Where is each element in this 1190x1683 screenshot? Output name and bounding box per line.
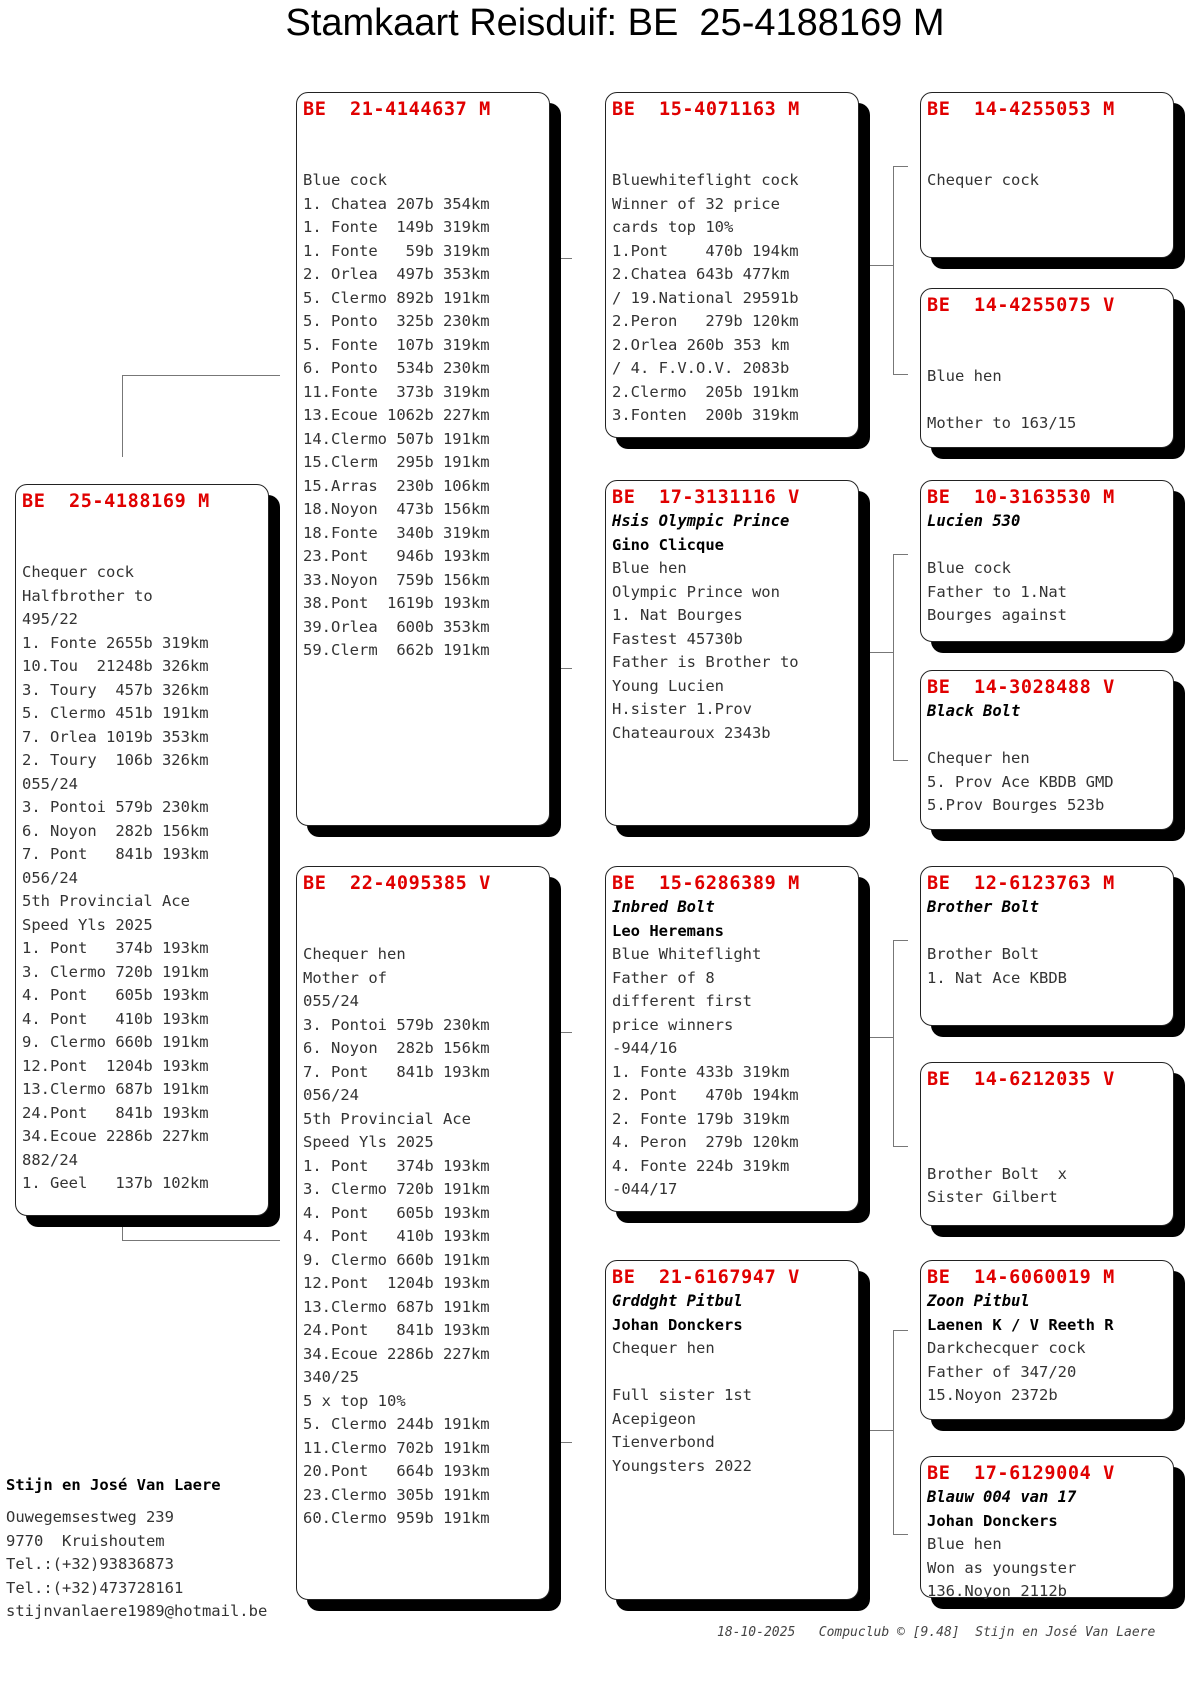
card-line: Blue cock: [927, 559, 1011, 577]
card-line: 5. Clermo 451b 191km: [22, 704, 209, 722]
ring-number: BE 14-4255075 V: [927, 295, 1115, 316]
card-line: 5. Prov Ace KBDB GMD: [927, 772, 1114, 791]
card-lines: [303, 943, 549, 1531]
card-line: 13.Clermo 687b 191km: [303, 1297, 490, 1316]
card-line: Won as youngster: [927, 1558, 1077, 1577]
card-line: 6. Noyon 282b 156km: [22, 821, 209, 840]
pigeon-card-ddd[interactable]: [920, 1456, 1174, 1598]
card-line: 20.Pont 664b 193km: [303, 1462, 490, 1480]
card-line: 9. Clermo 660b 191km: [22, 1033, 209, 1051]
card-line: H.sister 1.Prov: [612, 700, 752, 718]
pigeon-card-dam[interactable]: [296, 866, 550, 1600]
card-line: 1. Chatea 207b 354km: [303, 194, 490, 213]
card-line: 055/24: [303, 992, 359, 1010]
card-line: 11.Fonte 373b 319km: [303, 382, 490, 401]
card-line: 3. Pontoi 579b 230km: [22, 798, 209, 816]
card-line: 3. Clermo 720b 191km: [22, 962, 209, 981]
card-line: 1. Fonte 149b 319km: [303, 218, 490, 236]
card-line: 1. Fonte 59b 319km: [303, 241, 490, 260]
card-line: Chateauroux 2343b: [612, 723, 771, 742]
pigeon-card-dsd[interactable]: [920, 1062, 1174, 1226]
pigeon-card-dss[interactable]: [920, 866, 1174, 1026]
card-line: 882/24: [22, 1150, 78, 1169]
card-line: 2. Orlea 497b 353km: [303, 265, 490, 283]
ring-number: BE 10-3163530 M: [927, 487, 1115, 508]
ring-number: BE 14-3028488 V: [927, 677, 1115, 698]
connector: [122, 375, 280, 376]
pigeon-card-ss[interactable]: [605, 92, 859, 438]
card-line: 3. Clermo 720b 191km: [303, 1180, 490, 1198]
card-line: Acepigeon: [612, 1409, 696, 1428]
ring-number: BE 25-4188169 M: [22, 491, 210, 512]
card-lines: [612, 557, 858, 745]
card-line: 24.Pont 841b 193km: [303, 1321, 490, 1339]
connector: [557, 1442, 572, 1443]
card-line: 4. Pont 605b 193km: [303, 1203, 490, 1222]
connector: [866, 1037, 893, 1038]
card-line: 5.Prov Bourges 523b: [927, 796, 1105, 814]
card-line: 3. Toury 457b 326km: [22, 680, 209, 699]
connector: [893, 166, 908, 167]
owner-address: Ouwegemsestweg 239: [6, 1508, 174, 1526]
card-line: price winners: [612, 1015, 734, 1034]
pigeon-card-ds[interactable]: [605, 866, 859, 1212]
card-lines: [927, 747, 1173, 818]
card-line: 15.Noyon 2372b: [927, 1386, 1058, 1404]
owner-email[interactable]: stijnvanlaere1989@hotmail.be: [6, 1602, 268, 1620]
card-line: 1. Geel 137b 102km: [22, 1174, 209, 1192]
card-line: Brother Bolt x: [927, 1164, 1067, 1183]
connector: [893, 554, 908, 555]
card-line: 38.Pont 1619b 193km: [303, 594, 490, 612]
ring-number: BE 12-6123763 M: [927, 873, 1115, 894]
card-line: 1.Pont 470b 194km: [612, 241, 799, 260]
card-line: 59.Clerm 662b 191km: [303, 641, 490, 659]
card-line: 7. Pont 841b 193km: [22, 845, 209, 863]
card-lines: [22, 561, 268, 1196]
card-line: Darkchecquer cock: [927, 1339, 1086, 1357]
connector: [866, 1430, 893, 1431]
card-line: 1. Pont 374b 193km: [22, 939, 209, 957]
card-line: Father to 1.Nat: [927, 582, 1067, 601]
pigeon-name: Black Bolt: [927, 702, 1021, 720]
pigeon-card-dds[interactable]: [920, 1260, 1174, 1420]
card-line: 2.Peron 279b 120km: [612, 312, 799, 330]
pigeon-card-sire[interactable]: [296, 92, 550, 826]
card-line: 6. Ponto 534b 230km: [303, 359, 490, 377]
card-line: Chequer hen: [612, 1339, 715, 1357]
card-line: 5th Provincial Ace: [22, 892, 190, 910]
card-line: Fastest 45730b: [612, 629, 743, 648]
pigeon-name: Lucien 530: [927, 512, 1021, 530]
connector: [122, 375, 123, 457]
card-lines: [927, 365, 1173, 436]
card-line: Chequer hen: [927, 749, 1030, 767]
owner-name: Stijn en José Van Laere: [6, 1476, 221, 1494]
card-line: Speed Yls 2025: [22, 915, 153, 934]
card-line: 13.Clermo 687b 191km: [22, 1080, 209, 1098]
card-line: 2. Toury 106b 326km: [22, 751, 209, 769]
card-line: 39.Orlea 600b 353km: [303, 617, 490, 636]
card-line: cards top 10%: [612, 218, 734, 236]
card-lines: [303, 169, 549, 663]
ring-number: BE 17-3131116 V: [612, 487, 800, 508]
connector: [557, 258, 558, 668]
card-line: Mother to 163/15: [927, 414, 1077, 432]
connector: [557, 1032, 558, 1442]
card-line: 2.Chatea 643b 477km: [612, 265, 790, 283]
connector: [893, 1534, 908, 1535]
connector: [893, 374, 908, 375]
connector: [893, 940, 908, 941]
card-line: 60.Clermo 959b 191km: [303, 1509, 490, 1527]
card-line: Sister Gilbert: [927, 1188, 1058, 1206]
card-line: Blue Whiteflight: [612, 945, 762, 963]
card-line: Winner of 32 price: [612, 194, 780, 213]
connector: [893, 1330, 908, 1331]
card-lines: [612, 169, 858, 428]
card-line: 340/25: [303, 1368, 359, 1386]
card-line: 2.Clermo 205b 191km: [612, 382, 799, 401]
connector: [557, 668, 572, 669]
card-line: Blue hen: [612, 559, 687, 577]
card-line: 136.Noyon 2112b: [927, 1582, 1067, 1600]
card-line: 2.Orlea 260b 353 km: [612, 335, 790, 354]
card-line: Chequer hen: [303, 945, 406, 963]
card-line: 34.Ecoue 2286b 227km: [303, 1344, 490, 1363]
card-line: Father of 8: [612, 968, 715, 987]
card-line: Youngsters 2022: [612, 1456, 752, 1475]
card-lines: [927, 557, 1173, 628]
card-line: 5. Clermo 892b 191km: [303, 288, 490, 307]
card-line: 34.Ecoue 2286b 227km: [22, 1127, 209, 1145]
card-line: 23.Pont 946b 193km: [303, 547, 490, 565]
card-line: 5 x top 10%: [303, 1391, 406, 1410]
card-line: 18.Noyon 473b 156km: [303, 500, 490, 518]
card-line: 4. Pont 605b 193km: [22, 986, 209, 1004]
pigeon-name: Grddght Pitbul: [612, 1292, 743, 1310]
ring-number: BE 21-6167947 V: [612, 1267, 800, 1288]
card-line: -944/16: [612, 1039, 678, 1057]
pigeon-name: Blauw 004 van 17: [927, 1488, 1077, 1506]
ring-number: BE 15-4071163 M: [612, 99, 800, 120]
card-line: 1. Fonte 2655b 319km: [22, 633, 209, 652]
ring-number: BE 14-6212035 V: [927, 1069, 1115, 1090]
connector: [893, 166, 894, 374]
connector: [893, 760, 908, 761]
card-line: Bluewhiteflight cock: [612, 171, 799, 189]
pigeon-name: Inbred Bolt: [612, 898, 715, 916]
connector: [893, 1330, 894, 1534]
owner-block: [6, 1472, 267, 1624]
card-line: 7. Pont 841b 193km: [303, 1062, 490, 1081]
breeder-name: Johan Donckers: [927, 1511, 1058, 1530]
breeder-name: Gino Clicque: [612, 535, 724, 554]
card-line: 4. Peron 279b 120km: [612, 1133, 799, 1151]
connector: [893, 940, 894, 1146]
card-line: 5. Fonte 107b 319km: [303, 335, 490, 354]
card-line: 15.Clerm 295b 191km: [303, 453, 490, 471]
card-line: Speed Yls 2025: [303, 1133, 434, 1151]
card-line: Olympic Prince won: [612, 582, 780, 601]
pigeon-name: Hsis Olympic Prince: [612, 512, 790, 530]
pigeon-card-sss[interactable]: [920, 92, 1174, 258]
pigeon-name: Brother Bolt: [927, 898, 1039, 916]
card-line: [612, 1361, 858, 1385]
card-line: Bourges against: [927, 606, 1067, 624]
card-line: / 19.National 29591b: [612, 288, 799, 307]
ring-number: BE 22-4095385 V: [303, 873, 491, 894]
card-line: Brother Bolt: [927, 945, 1039, 963]
owner-phone-1: Tel.:(+32)93836873: [6, 1555, 174, 1573]
card-line: Young Lucien: [612, 676, 724, 695]
card-line: 5th Provincial Ace: [303, 1109, 471, 1128]
footer: 18-10-2025 Compuclub © [9.48] Stijn en José Van Laere: [717, 1625, 1156, 1640]
ring-number: BE 14-6060019 M: [927, 1267, 1115, 1288]
card-line: 24.Pont 841b 193km: [22, 1103, 209, 1122]
card-lines: [612, 1337, 858, 1478]
card-line: 7. Orlea 1019b 353km: [22, 727, 209, 746]
card-line: 5. Clermo 244b 191km: [303, 1415, 490, 1433]
card-line: 10.Tou 21248b 326km: [22, 657, 209, 675]
card-line: 1. Pont 374b 193km: [303, 1156, 490, 1175]
card-line: 18.Fonte 340b 319km: [303, 523, 490, 542]
breeder-name: Laenen K / V Reeth R: [927, 1315, 1114, 1334]
card-lines: [927, 1533, 1173, 1604]
card-line: 056/24: [303, 1086, 359, 1104]
card-line: / 4. F.V.O.V. 2083b: [612, 359, 790, 377]
card-line: Blue hen: [927, 1535, 1002, 1553]
card-line: 055/24: [22, 774, 78, 793]
card-lines: [927, 1337, 1173, 1408]
card-line: -044/17: [612, 1180, 678, 1198]
connector: [866, 265, 893, 266]
card-line: Father is Brother to: [612, 653, 799, 671]
card-line: 14.Clermo 507b 191km: [303, 429, 490, 448]
connector: [893, 1146, 908, 1147]
pigeon-card-sdd[interactable]: [920, 670, 1174, 830]
card-lines: [927, 943, 1173, 990]
card-line: 13.Ecoue 1062b 227km: [303, 406, 490, 424]
pigeon-card-sd[interactable]: [605, 480, 859, 826]
owner-phone-2: Tel.:(+32)473728161: [6, 1578, 184, 1597]
card-line: 4. Pont 410b 193km: [22, 1009, 209, 1028]
card-line: 2. Pont 470b 194km: [612, 1086, 799, 1104]
pigeon-card-sds[interactable]: [920, 480, 1174, 642]
card-line: Halfbrother to: [22, 586, 153, 605]
card-line: [927, 389, 1173, 413]
card-line: Blue hen: [927, 367, 1002, 385]
card-line: 12.Pont 1204b 193km: [22, 1056, 209, 1075]
pigeon-card-ssd[interactable]: [920, 288, 1174, 448]
card-line: Chequer cock: [927, 171, 1039, 189]
card-line: 4. Pont 410b 193km: [303, 1227, 490, 1245]
card-line: 4. Fonte 224b 319km: [612, 1156, 790, 1175]
pigeon-card-dd[interactable]: [605, 1260, 859, 1600]
card-line: 23.Clermo 305b 191km: [303, 1485, 490, 1504]
card-line: 056/24: [22, 868, 78, 887]
ring-number: BE 17-6129004 V: [927, 1463, 1115, 1484]
connector: [557, 258, 572, 259]
breeder-name: Leo Heremans: [612, 921, 724, 940]
card-line: 6. Noyon 282b 156km: [303, 1039, 490, 1057]
card-line: 5. Ponto 325b 230km: [303, 312, 490, 330]
card-line: 495/22: [22, 610, 78, 628]
pigeon-card-subject[interactable]: [15, 484, 269, 1216]
ring-number: BE 15-6286389 M: [612, 873, 800, 894]
card-line: Mother of: [303, 968, 387, 987]
card-line: 9. Clermo 660b 191km: [303, 1250, 490, 1269]
owner-city: 9770 Kruishoutem: [6, 1531, 165, 1550]
connector: [122, 1240, 280, 1241]
card-line: Blue cock: [303, 171, 387, 189]
breeder-name: Johan Donckers: [612, 1315, 743, 1334]
card-line: 3.Fonten 200b 319km: [612, 406, 799, 424]
card-line: 1. Fonte 433b 319km: [612, 1062, 790, 1081]
card-line: Full sister 1st: [612, 1386, 752, 1404]
ring-number: BE 14-4255053 M: [927, 99, 1115, 120]
card-line: 3. Pontoi 579b 230km: [303, 1015, 490, 1034]
connector: [866, 652, 893, 653]
card-line: 15.Arras 230b 106km: [303, 476, 490, 495]
card-lines: [612, 943, 858, 1202]
page-title: Stamkaart Reisduif: BE 25-4188169 M: [285, 2, 945, 44]
card-lines: [927, 169, 1173, 193]
ring-number: BE 21-4144637 M: [303, 99, 491, 120]
card-line: Chequer cock: [22, 563, 134, 581]
card-line: Father of 347/20: [927, 1362, 1077, 1381]
connector: [893, 554, 894, 760]
card-line: 1. Nat Ace KBDB: [927, 968, 1067, 987]
card-line: 12.Pont 1204b 193km: [303, 1274, 490, 1292]
card-line: 11.Clermo 702b 191km: [303, 1438, 490, 1457]
card-line: 2. Fonte 179b 319km: [612, 1109, 790, 1128]
card-line: 33.Noyon 759b 156km: [303, 570, 490, 589]
card-line: Tienverbond: [612, 1433, 715, 1451]
card-lines: [927, 1163, 1173, 1210]
card-line: different first: [612, 992, 752, 1010]
pigeon-name: Zoon Pitbul: [927, 1292, 1030, 1310]
card-line: 1. Nat Bourges: [612, 606, 743, 624]
connector: [557, 1032, 572, 1033]
